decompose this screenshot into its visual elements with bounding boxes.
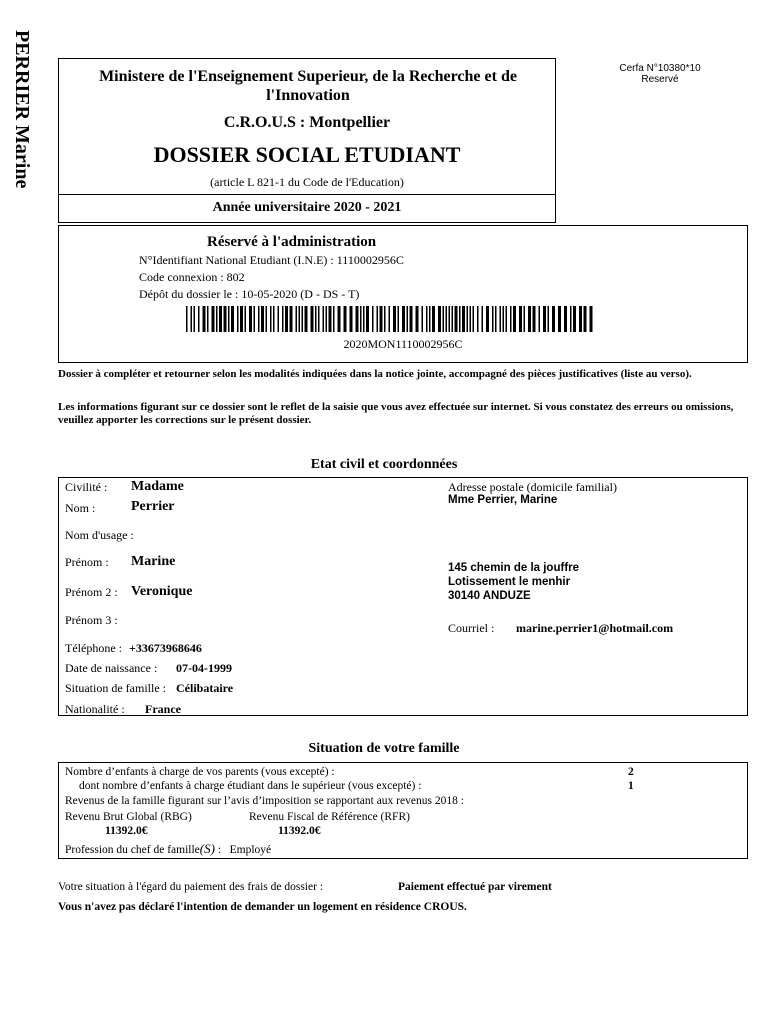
etudiants-value: 1 (628, 780, 634, 792)
side-name: PERRIER Marine (11, 30, 33, 189)
ine: N°Identifiant National Etudiant (I.N.E) : 1110002956C (139, 253, 404, 267)
paiement-label: Votre situation à l'égard du paiement des frais de dossier : (58, 881, 324, 893)
naissance-value: 07-04-1999 (176, 661, 232, 675)
crous: C.R.O.U.S : Montpellier (223, 114, 391, 131)
tel-value: +33673968646 (129, 641, 202, 655)
famille-box: Nombre d’enfants à charge de vos parents (vous excepté) : 2 dont nombre d’enfants à charge étudiant dans le supérieur (vous excepté) : 1 Revenus de la famille figurant sur l’avis d’imposition se rapportant aux revenus 2018 : Revenu Brut Global (RBG) Revenu Fiscal de Référence (RFR) 11392.0€ 11392.0€ Profession du chef de famille(S) : Employé (58, 762, 748, 859)
admin-title: Réservé à l'administration (207, 234, 377, 250)
academic-year: Année universitaire 2020 - 2021 (212, 200, 402, 215)
adresse-l3: 30140 ANDUZE (448, 590, 531, 602)
enfants-value: 2 (628, 766, 634, 778)
courriel-value: marine.perrier1@hotmail.com (516, 621, 674, 635)
header-box (58, 58, 556, 223)
civilite-value: Madame (131, 479, 184, 494)
article: (article L 821-1 du Code de l'Education) (210, 175, 404, 189)
famille-value: Célibataire (176, 681, 234, 695)
etat-civil-box: Civilité : Madame Nom : Perrier Nom d'usage : Prénom : Marine Prénom 2 : Veronique Prénom 3 : Téléphone : +33673968646 Date de naissance : 07-04-1999 Situation de famille : Célibataire Nationalité : France Adresse postale (domicile familial) Mme Perrier, Marine 145 chemin de la jouffre Lotissement le menhir 30140 ANDUZE Courriel : marine.perrier1@hotmail.com (58, 477, 748, 716)
nationalite-value: France (145, 702, 181, 716)
notice-2: Les informations figurant sur ce dossier sont le reflet de la saisie que vous avez effectuée sur internet. Si vous constatez des erreurs ou omissions, veuillez apporter les corrections sur le présent dossier. (58, 401, 734, 426)
rbg-value: 11392.0€ (105, 825, 148, 837)
prenom-value: Marine (131, 554, 176, 569)
admin-box (58, 225, 748, 363)
divider (59, 194, 555, 195)
adresse-l2: Lotissement le menhir (448, 576, 571, 588)
adresse-l1: 145 chemin de la jouffre (448, 562, 580, 574)
logement-note: Vous n'avez pas déclaré l'intention de demander un logement en résidence CROUS. (58, 901, 467, 913)
famille-heading: Situation de votre famille (308, 741, 460, 756)
notice-1: Dossier à compléter et retourner selon les modalités indiquées dans la notice jointe, accompagné des pièces justificatives (liste au verso). (58, 368, 692, 380)
code-connexion: Code connexion : 802 (139, 270, 245, 284)
barcode-icon (186, 306, 596, 332)
profession-row: Profession du chef de famille(S) : Employé (65, 841, 272, 856)
nom-value: Perrier (131, 499, 175, 514)
depot: Dépôt du dossier le : 10-05-2020 (D - DS - T) (139, 287, 360, 301)
ministry: Ministere de l'Enseignement Superieur, de la Recherche et de l'Innovation (99, 68, 517, 104)
page-title: DOSSIER SOCIAL ETUDIANT (153, 142, 461, 167)
prenom2-value: Veronique (131, 584, 193, 599)
paiement-value: Paiement effectué par virement (398, 881, 552, 893)
adresse-nom: Mme Perrier, Marine (448, 494, 558, 506)
rfr-value: 11392.0€ (278, 825, 321, 837)
etat-civil-heading: Etat civil et coordonnées (310, 457, 458, 472)
cerfa-label: Cerfa N°10380*10 Reservé (619, 63, 701, 85)
profession-value: Employé (229, 844, 272, 856)
barcode-text: 2020MON1110002956C (343, 337, 463, 351)
